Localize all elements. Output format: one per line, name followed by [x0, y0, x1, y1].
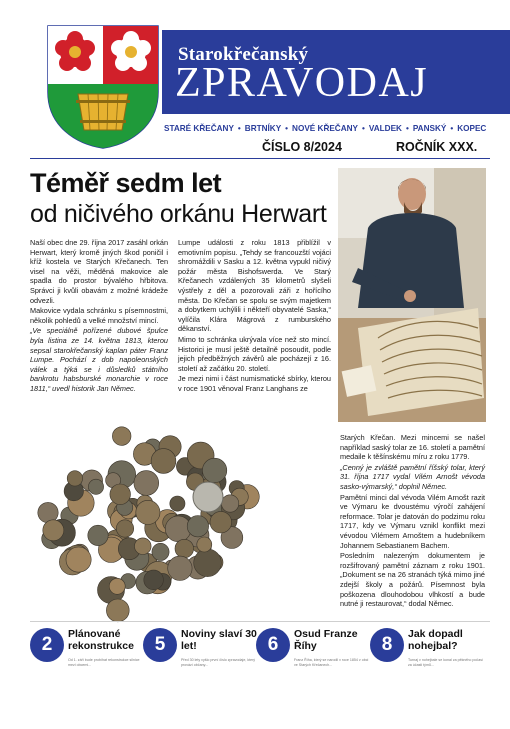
coin	[152, 543, 169, 560]
article-title: Téměř sedm let	[30, 168, 222, 198]
coin	[109, 578, 125, 594]
coin	[88, 479, 103, 494]
teaser-title: Plánované rekonstrukce	[68, 628, 134, 652]
historian-photo	[338, 168, 486, 422]
paragraph: Naší obec dne 29. října 2017 zasáhl orkán Herwart, který kromě jiných škod poničil i kříž kostela ve Starých Křečanech. Ten visel na věži, měděná makovice ale spadla do prostor bývalého hřbitova. Správci ji kvůli obavám z možné krádeže odvezli.	[30, 238, 168, 305]
teaser-blurb: Před 30 lety vyšlo první číslo zpravodaje, který provází občany...	[181, 658, 256, 667]
masthead-kicker: Starokřečanský	[178, 44, 309, 65]
paragraph-quote: „Cenný je zvláště pamětní říšský tolar, který 31. října 1717 vydal Vilém Arnošt vévoda sasko-výmarský,“ doplnil Němec.	[340, 462, 485, 491]
article-column-3	[340, 433, 485, 610]
coin	[135, 538, 152, 555]
coin	[106, 599, 129, 622]
coin	[66, 547, 91, 572]
paragraph: Je mezi nimi i část numismatické sbírky, kterou v roce 1901 věnoval Franz Langhans ze	[178, 374, 331, 393]
coin	[168, 556, 192, 580]
village-name: VALDEK	[368, 124, 402, 133]
separator-dot: •	[237, 124, 241, 133]
volume-number: ROČNÍK XXX.	[396, 140, 478, 154]
golden-tub-icon	[76, 94, 130, 130]
paragraph: Pamětní minci dal vévoda Vilém Arnošt razit ve Výmaru ke dvoustému výročí zahájení reformace. Tolar je datován do podzimu roku 1717, kdy ve Výmaru vznikl konflikt mezi vévodou Vilémem Arnoštem a hudebníkem Johannem Sebastianem Bachem.	[340, 492, 485, 550]
coin	[112, 427, 131, 446]
separator-dot: •	[362, 124, 365, 133]
paragraph: Starých Křečan. Mezi mincemi se našel například saský tolar ze 16. století a pamětní medaile k těšínskému míru z roku 1779.	[340, 433, 485, 462]
coin	[221, 495, 238, 512]
village-name: KOPEC	[457, 124, 487, 133]
coin	[197, 537, 212, 552]
paragraph: Posledním nalezeným dokumentem je rozšifrovaný pamětní záznam z roku 1901. „Dokument se na 26 stranách týká mimo jiné zdejší školy a požárů. Písemnost byla poškozena dlouhodobou vlhkostí a bude nutné ji restaurovat,“ dodal Němec.	[340, 551, 485, 609]
page-number-badge: 5	[143, 628, 177, 662]
village-name: STARÉ KŘEČANY	[164, 124, 234, 133]
header-divider	[30, 158, 490, 159]
coin	[202, 458, 226, 482]
separator-dot: •	[285, 124, 289, 133]
paragraph: Mimo to schránka ukrývala více než sto mincí. Historici je musí ještě detailně posoudit, podle jejich předběžných závěrů ale pocházejí z 16. století až začátku 20. století.	[178, 334, 331, 373]
separator-dot: •	[450, 124, 454, 133]
coin	[175, 539, 194, 558]
coin	[110, 484, 131, 505]
teaser-blurb: Turnaj v nohejbale se konal za pěkného počasí za účasti týmů...	[408, 658, 483, 667]
masthead-title: ZPRAVODAJ	[175, 60, 429, 106]
coin	[151, 449, 176, 474]
coin	[134, 471, 159, 496]
coin	[67, 471, 82, 486]
teaser-blurb: Od 1. září bude probíhat rekonstrukce silnice mezi obcemi...	[68, 658, 140, 667]
village-name: PANSKÝ	[412, 124, 447, 133]
teaser-page-6[interactable]	[256, 626, 371, 726]
paragraph-quote: „Ve speciálně pořízené dubové špulce byla listina ze 14. května 1813, kterou sepsal starokřečanský kaplan páter Franz Lumpe. Pochází z dob napoleonských válek a týká se i důsledků státního bankrotu habsburské monarchie v roce 1811,“ uvedl historik Jan Němec.	[30, 326, 168, 393]
village-crest-logo	[44, 22, 162, 150]
coin	[210, 511, 232, 533]
paragraph: Makovice vydala schránku s písemnostmi, několik pohledů a velké množství mincí.	[30, 306, 168, 325]
article-subtitle: od ničivého orkánu Herwart	[30, 200, 327, 228]
separator-dot: •	[405, 124, 409, 133]
coin	[194, 549, 222, 577]
teaser-page-2[interactable]	[30, 626, 145, 726]
coin	[43, 520, 64, 541]
village-name: BRTNÍKY	[244, 124, 282, 133]
teaser-blurb: Franz Říha, který se narodil v roce 1854 v obci ve Starých Křečanech...	[294, 658, 369, 667]
issue-number: ČÍSLO 8/2024	[262, 140, 342, 154]
teaser-title: Jak dopadl nohejbal?	[408, 628, 463, 652]
silver-coin	[193, 482, 223, 512]
teaser-page-8[interactable]	[370, 626, 485, 726]
coin	[116, 520, 133, 537]
teaser-title: Osud Franze Říhy	[294, 628, 358, 652]
teaser-divider	[30, 621, 490, 622]
page-number-badge: 8	[370, 628, 404, 662]
coin	[170, 496, 185, 511]
coin	[88, 525, 108, 545]
coin	[144, 570, 164, 590]
coin	[187, 516, 208, 537]
village-list	[164, 124, 510, 133]
article-column-2	[178, 238, 331, 395]
coin	[136, 500, 160, 524]
page-number-badge: 6	[256, 628, 290, 662]
article-column-1	[30, 238, 168, 395]
village-name: NOVÉ KŘEČANY	[292, 124, 359, 133]
page-number-badge: 2	[30, 628, 64, 662]
teaser-page-5[interactable]	[143, 626, 258, 726]
coins-photo	[30, 407, 273, 629]
teaser-title: Noviny slaví 30 let!	[181, 628, 257, 652]
paragraph: Lumpe události z roku 1813 přiblížil v emotivním popisu. „Tehdy se francouzští vojáci shromáždili v Sasku a 12. května vypukl ničivý požár města Bishofswerda. Ve Starý Křečanech vzdálených 35 kilometrů slyšeli výstřely z děl a pozorovali záři z hořícího města. Do Křečan se spolu se svým majetkem a dobytkem uchýlili i někteří obyvatelé Saska,“ vylíčila Klára Mágrová z rumburského děkanství.	[178, 238, 331, 334]
